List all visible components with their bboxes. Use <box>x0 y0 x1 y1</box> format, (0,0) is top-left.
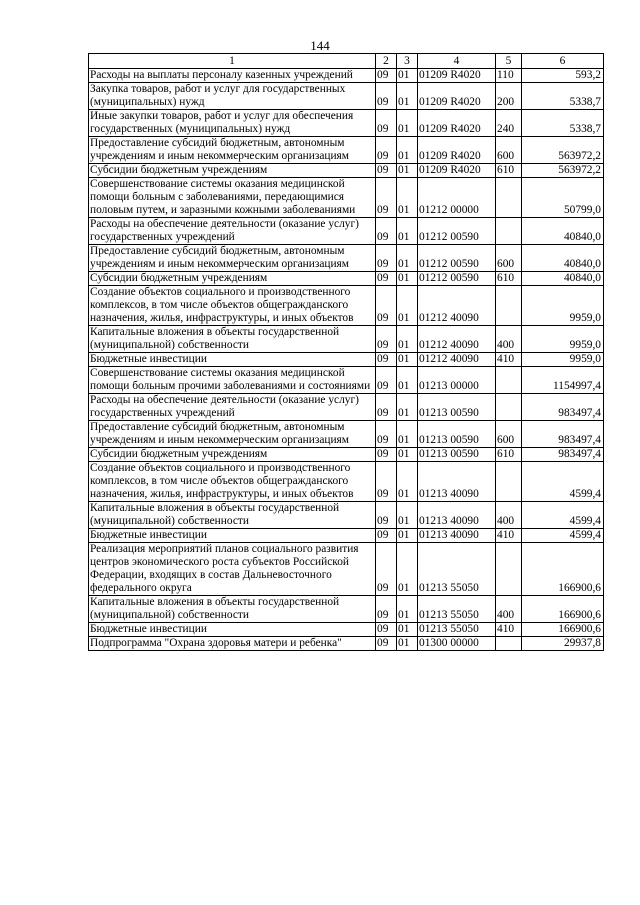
row-name-cell: Предоставление субсидий бюджетным, автономным учреждениям и иным некоммерческим организациям <box>89 245 376 272</box>
column-header-4: 4 <box>418 54 496 69</box>
amount-cell: 40840,0 <box>522 218 604 245</box>
section-cell: 09 <box>376 596 397 623</box>
row-name-cell: Капитальные вложения в объекты государственной (муниципальной) собственности <box>89 502 376 529</box>
row-name-cell: Капитальные вложения в объекты государственной (муниципальной) собственности <box>89 326 376 353</box>
table-row <box>89 137 604 164</box>
target-article-cell: 01213 40090 <box>418 529 496 543</box>
section-cell: 09 <box>376 353 397 367</box>
subsection-cell: 01 <box>397 137 418 164</box>
expense-type-cell: 410 <box>496 623 522 637</box>
expense-type-cell: 610 <box>496 272 522 286</box>
amount-cell: 9959,0 <box>522 326 604 353</box>
column-header-5: 5 <box>496 54 522 69</box>
expense-type-cell: 400 <box>496 326 522 353</box>
row-name-cell: Расходы на обеспечение деятельности (оказание услуг) государственных учреждений <box>89 218 376 245</box>
row-name-cell: Создание объектов социального и производственного комплексов, в том числе объектов общегражданского назначения, жилья, инфраструктуры, и иных объектов <box>89 286 376 326</box>
amount-cell: 593,2 <box>522 69 604 83</box>
table-row <box>89 69 604 83</box>
amount-cell: 5338,7 <box>522 83 604 110</box>
section-cell: 09 <box>376 326 397 353</box>
target-article-cell: 01212 00590 <box>418 272 496 286</box>
expense-type-cell: 410 <box>496 529 522 543</box>
target-article-cell: 01213 00590 <box>418 421 496 448</box>
row-name-cell: Предоставление субсидий бюджетным, автономным учреждениям и иным некоммерческим организациям <box>89 137 376 164</box>
target-article-cell: 01212 00000 <box>418 178 496 218</box>
amount-cell: 40840,0 <box>522 245 604 272</box>
target-article-cell: 01212 00590 <box>418 218 496 245</box>
subsection-cell: 01 <box>397 218 418 245</box>
section-cell: 09 <box>376 178 397 218</box>
section-cell: 09 <box>376 137 397 164</box>
subsection-cell: 01 <box>397 164 418 178</box>
expense-type-cell <box>496 543 522 596</box>
subsection-cell: 01 <box>397 529 418 543</box>
amount-cell: 9959,0 <box>522 353 604 367</box>
target-article-cell: 01209 R4020 <box>418 110 496 137</box>
section-cell: 09 <box>376 286 397 326</box>
subsection-cell: 01 <box>397 326 418 353</box>
amount-cell: 5338,7 <box>522 110 604 137</box>
subsection-cell: 01 <box>397 448 418 462</box>
section-cell: 09 <box>376 529 397 543</box>
target-article-cell: 01213 00590 <box>418 448 496 462</box>
table-row <box>89 394 604 421</box>
section-cell: 09 <box>376 272 397 286</box>
row-name-cell: Субсидии бюджетным учреждениям <box>89 272 376 286</box>
target-article-cell: 01209 R4020 <box>418 164 496 178</box>
expense-type-cell <box>496 286 522 326</box>
amount-cell: 1154997,4 <box>522 367 604 394</box>
subsection-cell: 01 <box>397 394 418 421</box>
subsection-cell: 01 <box>397 286 418 326</box>
column-header-2: 2 <box>376 54 397 69</box>
table-row <box>89 529 604 543</box>
target-article-cell: 01300 00000 <box>418 637 496 651</box>
table-row <box>89 462 604 502</box>
expense-type-cell: 410 <box>496 353 522 367</box>
amount-cell: 50799,0 <box>522 178 604 218</box>
row-name-cell: Субсидии бюджетным учреждениям <box>89 448 376 462</box>
table-row <box>89 164 604 178</box>
budget-table <box>88 53 604 651</box>
amount-cell: 4599,4 <box>522 529 604 543</box>
expense-type-cell: 600 <box>496 421 522 448</box>
expense-type-cell <box>496 367 522 394</box>
row-name-cell: Капитальные вложения в объекты государственной (муниципальной) собственности <box>89 596 376 623</box>
expense-type-cell <box>496 218 522 245</box>
table-header-row <box>89 54 604 69</box>
subsection-cell: 01 <box>397 178 418 218</box>
subsection-cell: 01 <box>397 596 418 623</box>
expense-type-cell: 400 <box>496 596 522 623</box>
section-cell: 09 <box>376 421 397 448</box>
table-row <box>89 637 604 651</box>
target-article-cell: 01213 40090 <box>418 502 496 529</box>
column-header-1: 1 <box>89 54 376 69</box>
row-name-cell: Иные закупки товаров, работ и услуг для обеспечения государственных (муниципальных) нужд <box>89 110 376 137</box>
subsection-cell: 01 <box>397 353 418 367</box>
table-row <box>89 178 604 218</box>
section-cell: 09 <box>376 110 397 137</box>
subsection-cell: 01 <box>397 421 418 448</box>
amount-cell: 9959,0 <box>522 286 604 326</box>
subsection-cell: 01 <box>397 83 418 110</box>
table-row <box>89 596 604 623</box>
row-name-cell: Создание объектов социального и производственного комплексов, в том числе объектов общегражданского назначения, жилья, инфраструктуры, и иных объектов <box>89 462 376 502</box>
subsection-cell: 01 <box>397 245 418 272</box>
target-article-cell: 01209 R4020 <box>418 69 496 83</box>
expense-type-cell: 400 <box>496 502 522 529</box>
table-row <box>89 353 604 367</box>
table-row <box>89 421 604 448</box>
amount-cell: 166900,6 <box>522 543 604 596</box>
section-cell: 09 <box>376 462 397 502</box>
amount-cell: 29937,8 <box>522 637 604 651</box>
page-number: 144 <box>310 38 330 53</box>
subsection-cell: 01 <box>397 69 418 83</box>
section-cell: 09 <box>376 637 397 651</box>
amount-cell: 983497,4 <box>522 394 604 421</box>
row-name-cell: Подпрограмма "Охрана здоровья матери и ребенка" <box>89 637 376 651</box>
section-cell: 09 <box>376 164 397 178</box>
table-row <box>89 110 604 137</box>
amount-cell: 166900,6 <box>522 596 604 623</box>
subsection-cell: 01 <box>397 623 418 637</box>
table-row <box>89 272 604 286</box>
expense-type-cell <box>496 394 522 421</box>
amount-cell: 563972,2 <box>522 164 604 178</box>
expense-type-cell: 610 <box>496 448 522 462</box>
section-cell: 09 <box>376 218 397 245</box>
table-row <box>89 367 604 394</box>
target-article-cell: 01213 55050 <box>418 596 496 623</box>
table-row <box>89 448 604 462</box>
target-article-cell: 01213 55050 <box>418 543 496 596</box>
expense-type-cell: 110 <box>496 69 522 83</box>
row-name-cell: Предоставление субсидий бюджетным, автономным учреждениям и иным некоммерческим организациям <box>89 421 376 448</box>
subsection-cell: 01 <box>397 543 418 596</box>
row-name-cell: Реализация мероприятий планов социального развития центров экономического роста субъектов Российской Федерации, входящих в состав Дальневосточного федерального округа <box>89 543 376 596</box>
row-name-cell: Бюджетные инвестиции <box>89 353 376 367</box>
section-cell: 09 <box>376 623 397 637</box>
section-cell: 09 <box>376 69 397 83</box>
expense-type-cell <box>496 178 522 218</box>
table-row <box>89 543 604 596</box>
amount-cell: 983497,4 <box>522 448 604 462</box>
target-article-cell: 01209 R4020 <box>418 83 496 110</box>
amount-cell: 40840,0 <box>522 272 604 286</box>
subsection-cell: 01 <box>397 637 418 651</box>
target-article-cell: 01213 00590 <box>418 394 496 421</box>
amount-cell: 166900,6 <box>522 623 604 637</box>
row-name-cell: Субсидии бюджетным учреждениям <box>89 164 376 178</box>
target-article-cell: 01212 40090 <box>418 326 496 353</box>
expense-type-cell: 610 <box>496 164 522 178</box>
row-name-cell: Бюджетные инвестиции <box>89 529 376 543</box>
row-name-cell: Расходы на выплаты персоналу казенных учреждений <box>89 69 376 83</box>
table-row <box>89 218 604 245</box>
row-name-cell: Совершенствование системы оказания медицинской помощи больным с заболеваниями, передающимися половым путем, и заразными кожными заболеваниями <box>89 178 376 218</box>
subsection-cell: 01 <box>397 367 418 394</box>
target-article-cell: 01212 00590 <box>418 245 496 272</box>
subsection-cell: 01 <box>397 462 418 502</box>
amount-cell: 563972,2 <box>522 137 604 164</box>
row-name-cell: Совершенствование системы оказания медицинской помощи больным прочими заболеваниями и состояниями <box>89 367 376 394</box>
section-cell: 09 <box>376 502 397 529</box>
target-article-cell: 01209 R4020 <box>418 137 496 164</box>
subsection-cell: 01 <box>397 110 418 137</box>
amount-cell: 983497,4 <box>522 421 604 448</box>
expense-type-cell: 600 <box>496 137 522 164</box>
table-row <box>89 502 604 529</box>
section-cell: 09 <box>376 245 397 272</box>
amount-cell: 4599,4 <box>522 462 604 502</box>
table-row <box>89 326 604 353</box>
table-row <box>89 83 604 110</box>
section-cell: 09 <box>376 367 397 394</box>
column-header-6: 6 <box>522 54 604 69</box>
target-article-cell: 01212 40090 <box>418 286 496 326</box>
section-cell: 09 <box>376 83 397 110</box>
table-row <box>89 286 604 326</box>
target-article-cell: 01213 00000 <box>418 367 496 394</box>
table-row <box>89 245 604 272</box>
expense-type-cell <box>496 462 522 502</box>
row-name-cell: Расходы на обеспечение деятельности (оказание услуг) государственных учреждений <box>89 394 376 421</box>
subsection-cell: 01 <box>397 272 418 286</box>
expense-type-cell: 200 <box>496 83 522 110</box>
amount-cell: 4599,4 <box>522 502 604 529</box>
expense-type-cell: 240 <box>496 110 522 137</box>
section-cell: 09 <box>376 394 397 421</box>
row-name-cell: Закупка товаров, работ и услуг для государственных (муниципальных) нужд <box>89 83 376 110</box>
table-row <box>89 623 604 637</box>
section-cell: 09 <box>376 448 397 462</box>
expense-type-cell <box>496 637 522 651</box>
target-article-cell: 01213 55050 <box>418 623 496 637</box>
target-article-cell: 01213 40090 <box>418 462 496 502</box>
subsection-cell: 01 <box>397 502 418 529</box>
expense-type-cell: 600 <box>496 245 522 272</box>
row-name-cell: Бюджетные инвестиции <box>89 623 376 637</box>
column-header-3: 3 <box>397 54 418 69</box>
target-article-cell: 01212 40090 <box>418 353 496 367</box>
section-cell: 09 <box>376 543 397 596</box>
